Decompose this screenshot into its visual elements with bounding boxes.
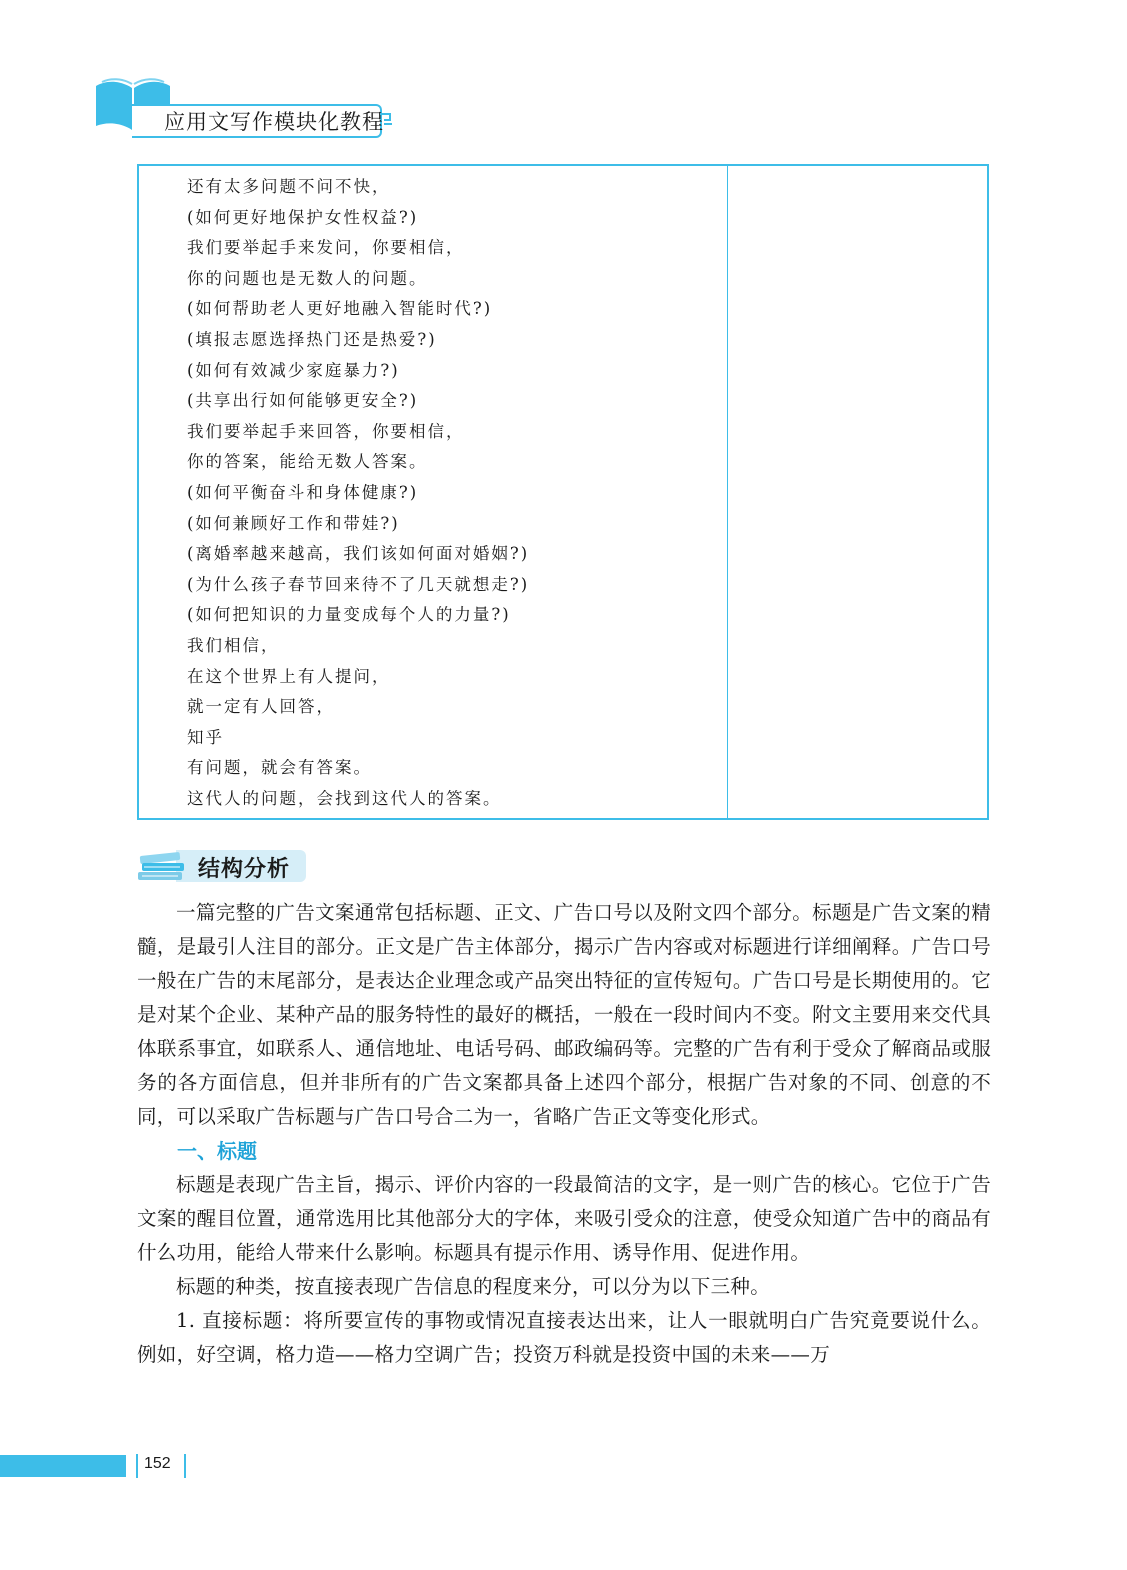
paragraph: 一篇完整的广告文案通常包括标题、正文、广告口号以及附文四个部分。标题是广告文案的精髓，是最引人注目的部分。正文是广告主体部分，揭示广告内容或对标题进行详细阐释。广告口号一般在广告的末尾部分，是表达企业理念或产品突出特征的宣传短句。广告口号是长期使用的。它是对某个企业、某种产品的服务特性的最好的概括，一般在一段时间内不变。附文主要用来交代具体联系事宜，如联系人、通信地址、电话号码、邮政编码等。完整的广告有利于受众了解商品或服务的各方面信息，但并非所有的广告文案都具备上述四个部分，根据广告对象的不同、创意的不同，可以采取广告标题与广告口号合二为一，省略广告正文等变化形式。 (137, 901, 991, 1128)
paragraph: 标题的种类，按直接表现广告信息的程度来分，可以分为以下三种。 (176, 1275, 771, 1298)
ad-copy-line: 我们要举起手来回答，你要相信， (187, 421, 465, 441)
page-number: 152 (144, 1455, 171, 1472)
ad-copy-line: (填报志愿选择热门还是热爱?) (187, 329, 437, 349)
footer-divider (136, 1454, 138, 1478)
body-text (137, 896, 991, 1372)
ad-copy-line: (如何把知识的力量变成每个人的力量?) (187, 605, 511, 625)
paragraph: 1. 直接标题：将所要宣传的事物或情况直接表达出来，让人一眼就明白广告究竟要说什么。例如，好空调，格力造——格力空调广告；投资万科就是投资中国的未来——万 (137, 1309, 991, 1366)
ad-copy-line: 我们要举起手来发问，你要相信， (187, 238, 465, 258)
ad-copy-line: (如何兼顾好工作和带娃?) (187, 513, 400, 533)
ad-copy-box (137, 164, 989, 820)
ad-copy-line: 在这个世界上有人提问， (187, 666, 391, 686)
books-stack-icon (136, 848, 196, 884)
ad-copy-line: 还有太多问题不问不快， (187, 177, 391, 196)
book-title: 应用文写作模块化教程 (164, 110, 384, 134)
ad-copy-line: 你的答案，能给无数人答案。 (187, 452, 428, 472)
ad-copy-line: 我们相信， (187, 635, 280, 655)
section-title: 结构分析 (198, 857, 291, 882)
ad-copy-line: (共享出行如何能够更安全?) (187, 391, 419, 411)
ad-copy-line: (如何帮助老人更好地融入智能时代?) (187, 299, 493, 319)
ad-copy-line: (离婚率越来越高，我们该如何面对婚姻?) (187, 544, 530, 564)
ad-copy-line: (如何平衡奋斗和身体健康?) (187, 482, 419, 502)
ad-copy-lines (187, 172, 529, 814)
ad-copy-line: (如何更好地保护女性权益?) (187, 207, 419, 227)
ad-copy-line: 你的问题也是无数人的问题。 (187, 268, 428, 288)
ad-copy-line: (如何有效减少家庭暴力?) (187, 360, 400, 380)
footer-accent-bar (0, 1455, 126, 1477)
ad-copy-line: 有问题，就会有答案。 (187, 758, 372, 778)
ad-copy-line: (为什么孩子春节回来待不了几天就想走?) (187, 574, 530, 594)
subheading: 一、标题 (177, 1139, 257, 1163)
bookmark-tab-icon (380, 110, 394, 130)
ad-copy-line: 这代人的问题，会找到这代人的答案。 (187, 788, 502, 808)
ad-copy-line: 就一定有人回答， (187, 697, 335, 717)
ad-copy-line: 知乎 (187, 727, 224, 747)
column-divider (727, 166, 728, 818)
footer-divider (184, 1454, 186, 1478)
paragraph: 标题是表现广告主旨，揭示、评价内容的一段最简洁的文字，是一则广告的核心。它位于广告文案的醒目位置，通常选用比其他部分大的字体，来吸引受众的注意，使受众知道广告中的商品有什么功用，能给人带来什么影响。标题具有提示作用、诱导作用、促进作用。 (137, 1173, 991, 1264)
